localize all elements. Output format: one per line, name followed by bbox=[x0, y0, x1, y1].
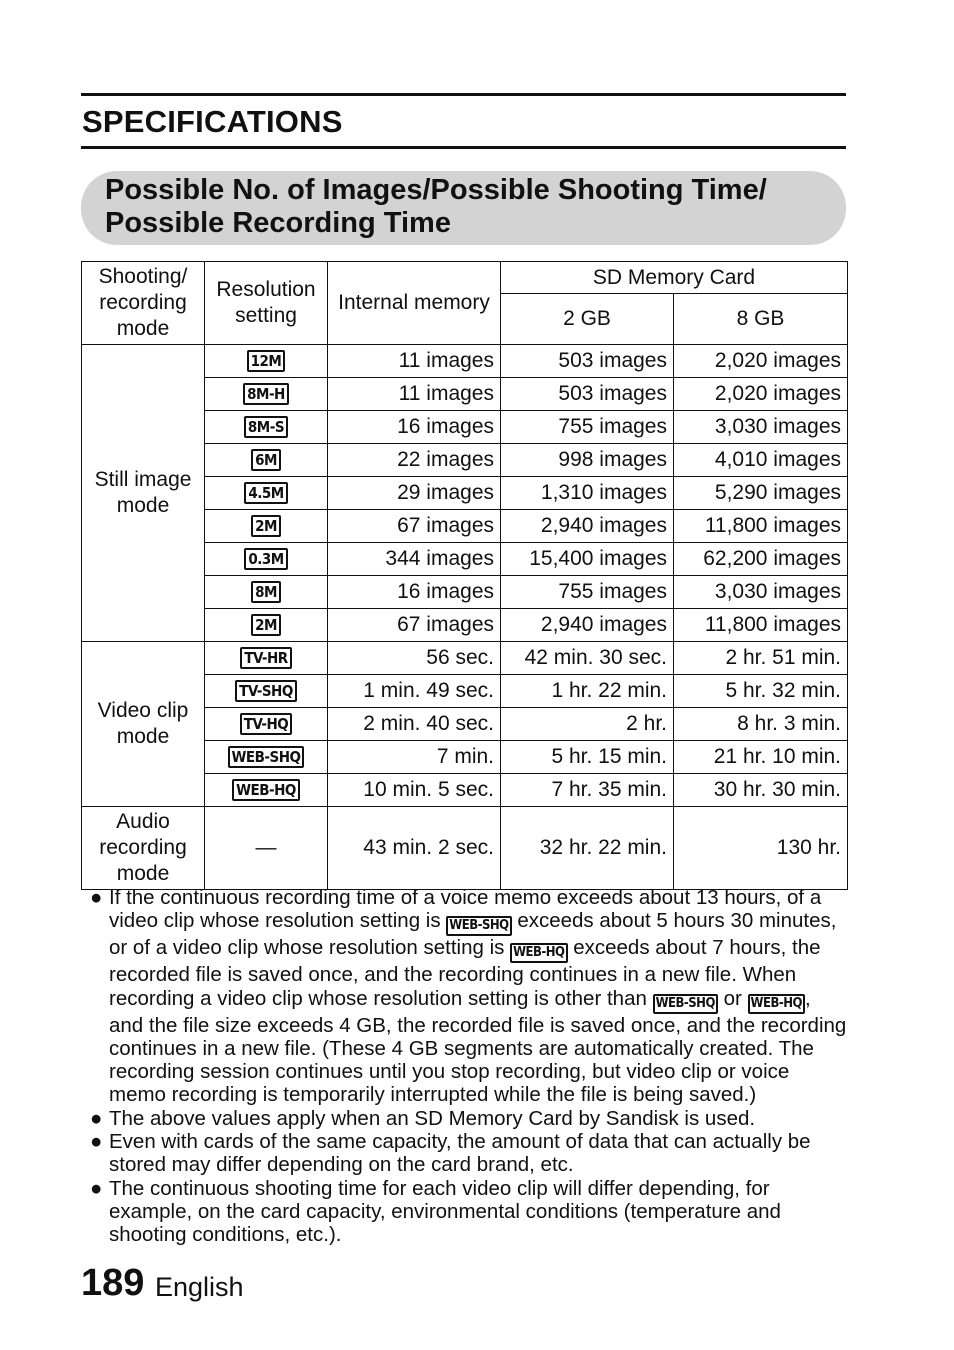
internal-cell: 29 images bbox=[328, 477, 501, 510]
video-resolution-icon: TV-SHQ bbox=[235, 680, 297, 702]
internal-cell: 11 images bbox=[328, 378, 501, 411]
sequential-shot-icon: 2M bbox=[251, 614, 281, 636]
internal-cell: 2 min. 40 sec. bbox=[328, 708, 501, 741]
gb8-cell: 4,010 images bbox=[674, 444, 848, 477]
note-text: The continuous shooting time for each video clip will differ depending, for example, on the card capacity, environmental conditions (temperature and shooting conditions, etc.). bbox=[109, 1176, 781, 1247]
notes-list bbox=[90, 886, 850, 1247]
gb2-cell: 7 hr. 35 min. bbox=[501, 774, 674, 807]
note-text: If the continuous recording time of a voice memo exceeds about 13 hours, of a video clip whose resolution setting is bbox=[109, 886, 822, 933]
gb2-cell: 2,940 images bbox=[501, 510, 674, 543]
video-resolution-icon: WEB-SHQ bbox=[446, 916, 511, 936]
resolution-icon: 2M bbox=[251, 515, 281, 537]
heading-line-1: Possible No. of Images/Possible Shooting Time/ bbox=[105, 174, 767, 206]
note-item bbox=[90, 1130, 850, 1177]
resolution-icon: 6M bbox=[251, 449, 281, 471]
header-8gb: 8 GB bbox=[674, 294, 848, 345]
note-text: The above values apply when an SD Memory Card by Sandisk is used. bbox=[109, 1106, 756, 1130]
resolution-icon: 4.5M bbox=[244, 482, 287, 504]
note-item bbox=[90, 1107, 850, 1130]
resolution-icon: 12M bbox=[247, 350, 286, 372]
gb8-cell: 5,290 images bbox=[674, 477, 848, 510]
gb2-cell: 755 images bbox=[501, 576, 674, 609]
mode-still: Still image mode bbox=[82, 345, 205, 642]
gb2-cell: 755 images bbox=[501, 411, 674, 444]
note-text: Even with cards of the same capacity, the amount of data that can actually be stored may differ depending on the card brand, etc. bbox=[109, 1130, 811, 1177]
resolution-icon: 8M-S bbox=[244, 416, 288, 438]
internal-cell: 16 images bbox=[328, 576, 501, 609]
gb8-cell: 21 hr. 10 min. bbox=[674, 741, 848, 774]
video-resolution-icon: WEB-HQ bbox=[510, 943, 567, 963]
gb8-cell: 11,800 images bbox=[674, 510, 848, 543]
note-text: exceeds about 7 hours, the recorded file is saved once, and the recording continues in a new file. When recording a video clip whose resolution setting is other than bbox=[109, 936, 821, 1010]
gb8-cell: 62,200 images bbox=[674, 543, 848, 576]
gb8-cell: 11,800 images bbox=[674, 609, 848, 642]
internal-cell: 67 images bbox=[328, 510, 501, 543]
gb2-cell: 1,310 images bbox=[501, 477, 674, 510]
header-2gb: 2 GB bbox=[501, 294, 674, 345]
header-mode: Shooting/ recording mode bbox=[82, 262, 205, 345]
internal-cell: 11 images bbox=[328, 345, 501, 378]
capacity-table bbox=[81, 261, 848, 890]
gb8-cell: 2,020 images bbox=[674, 345, 848, 378]
gb2-cell: 1 hr. 22 min. bbox=[501, 675, 674, 708]
heading-banner bbox=[81, 171, 846, 245]
note-item bbox=[90, 1177, 850, 1247]
internal-cell: 56 sec. bbox=[328, 642, 501, 675]
section-rule bbox=[81, 146, 846, 149]
gb2-cell: 998 images bbox=[501, 444, 674, 477]
bullet: ● bbox=[90, 1176, 103, 1200]
gb2-cell: 503 images bbox=[501, 378, 674, 411]
video-resolution-icon: WEB-HQ bbox=[748, 994, 805, 1014]
table-row bbox=[82, 345, 848, 378]
internal-cell: 10 min. 5 sec. bbox=[328, 774, 501, 807]
table-row bbox=[82, 642, 848, 675]
gb8-cell: 3,030 images bbox=[674, 411, 848, 444]
heading-line-2: Possible Recording Time bbox=[105, 207, 451, 239]
internal-cell: 67 images bbox=[328, 609, 501, 642]
page-number: 189 bbox=[81, 1262, 145, 1304]
video-resolution-icon: TV-HR bbox=[240, 647, 291, 669]
gb2-cell: 503 images bbox=[501, 345, 674, 378]
internal-cell: 43 min. 2 sec. bbox=[328, 807, 501, 890]
internal-cell: 22 images bbox=[328, 444, 501, 477]
video-resolution-icon: WEB-SHQ bbox=[228, 746, 305, 768]
page-language: English bbox=[155, 1272, 244, 1302]
note-text: exceeds about 5 hours 30 minutes, or of a video clip whose resolution setting is bbox=[109, 909, 837, 960]
bullet: ● bbox=[90, 886, 103, 909]
internal-cell: 344 images bbox=[328, 543, 501, 576]
mode-audio: Audio recording mode bbox=[82, 807, 205, 890]
internal-cell: 7 min. bbox=[328, 741, 501, 774]
internal-cell: 16 images bbox=[328, 411, 501, 444]
top-rule bbox=[81, 93, 846, 96]
resolution-dash: — bbox=[205, 807, 328, 890]
resolution-icon: 8M-H bbox=[243, 383, 289, 405]
gb2-cell: 32 hr. 22 min. bbox=[501, 807, 674, 890]
gb2-cell: 42 min. 30 sec. bbox=[501, 642, 674, 675]
video-resolution-icon: WEB-SHQ bbox=[653, 994, 718, 1014]
header-sd-card: SD Memory Card bbox=[501, 262, 848, 294]
gb8-cell: 2,020 images bbox=[674, 378, 848, 411]
internal-cell: 1 min. 49 sec. bbox=[328, 675, 501, 708]
gb8-cell: 8 hr. 3 min. bbox=[674, 708, 848, 741]
header-internal: Internal memory bbox=[328, 262, 501, 345]
gb8-cell: 3,030 images bbox=[674, 576, 848, 609]
gb8-cell: 130 hr. bbox=[674, 807, 848, 890]
video-resolution-icon: TV-HQ bbox=[240, 713, 292, 735]
header-resolution: Resolution setting bbox=[205, 262, 328, 345]
note-text: or bbox=[723, 986, 742, 1010]
gb2-cell: 2 hr. bbox=[501, 708, 674, 741]
table-row bbox=[82, 807, 848, 890]
gb2-cell: 15,400 images bbox=[501, 543, 674, 576]
bullet: ● bbox=[90, 1106, 103, 1130]
gb8-cell: 2 hr. 51 min. bbox=[674, 642, 848, 675]
section-title: SPECIFICATIONS bbox=[82, 104, 343, 139]
gb8-cell: 5 hr. 32 min. bbox=[674, 675, 848, 708]
resolution-icon: 0.3M bbox=[244, 548, 287, 570]
note-text: , and the file size exceeds 4 GB, the recorded file is saved once, and the recording continues in a new file. (These 4 GB segments are automatically created. The recording session continues until you stop recording, but video clip or voice memo recording is temporarily interrupted while the file is being saved.) bbox=[109, 986, 847, 1107]
mode-video: Video clip mode bbox=[82, 642, 205, 807]
gb2-cell: 5 hr. 15 min. bbox=[501, 741, 674, 774]
video-resolution-icon: WEB-HQ bbox=[232, 779, 300, 801]
note-item bbox=[90, 886, 850, 1107]
sequential-shot-icon: 8M bbox=[251, 581, 281, 603]
bullet: ● bbox=[90, 1130, 103, 1154]
gb2-cell: 2,940 images bbox=[501, 609, 674, 642]
gb8-cell: 30 hr. 30 min. bbox=[674, 774, 848, 807]
